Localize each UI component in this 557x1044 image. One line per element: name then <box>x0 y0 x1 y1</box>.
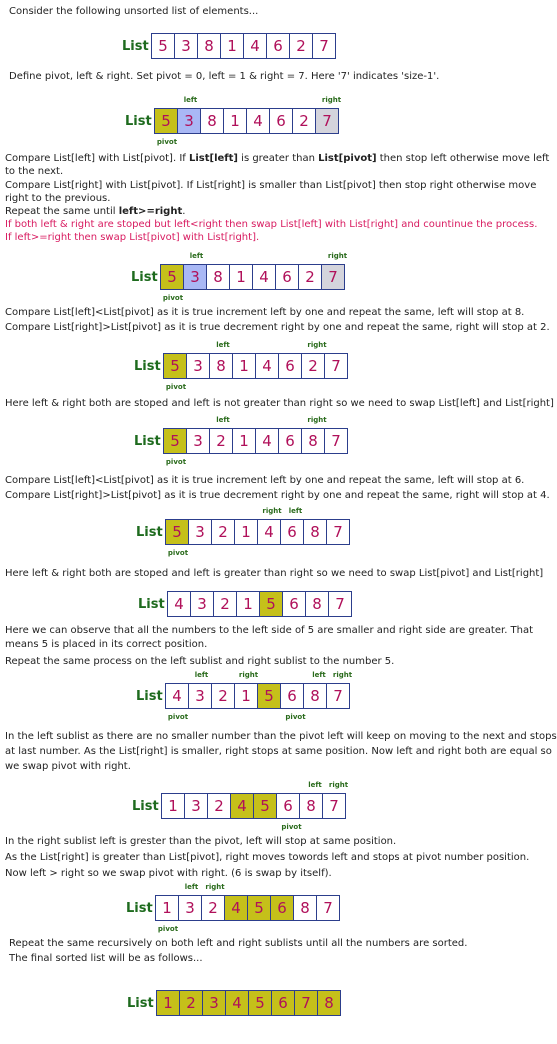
observe-text: Here we can observe that all the numbers to the left side of 5 are smaller and right side are greater. That <box>5 625 534 636</box>
list-cell: 3 <box>203 991 226 1015</box>
list-cell: 8 <box>300 794 323 818</box>
list-cell: 1 <box>156 896 179 920</box>
list-cells <box>154 108 339 134</box>
marker-pivot: pivot <box>165 458 187 466</box>
right-sublist-text-3: Now left > right so we swap pivot with right. (6 is swap by itself). <box>5 868 332 879</box>
list-cells <box>167 591 352 617</box>
list-cell: 1 <box>221 34 244 58</box>
list-cell: 4 <box>225 896 248 920</box>
list-cells <box>160 264 345 290</box>
list-cell: 6 <box>276 265 299 289</box>
list-cell: 3 <box>189 684 212 708</box>
list-cell: 5 <box>248 896 271 920</box>
list-cell: 2 <box>212 684 235 708</box>
list-cells <box>155 895 340 921</box>
list-cell: 6 <box>270 109 293 133</box>
list-label: List <box>132 799 159 814</box>
list-cell: 4 <box>247 109 270 133</box>
list-cell: 8 <box>304 684 327 708</box>
list-cell: 7 <box>331 432 341 450</box>
list-cell: 4 <box>166 684 189 708</box>
list-cell: 4 <box>256 354 279 378</box>
list-cell: 5 <box>164 429 187 453</box>
list-cell: 8 <box>318 991 340 1015</box>
list-cell: 3 <box>185 794 208 818</box>
list-cell: 2 <box>290 34 313 58</box>
marker-left: left <box>308 781 322 789</box>
list-cell: 8 <box>201 109 224 133</box>
step2-text: Here left & right both are stoped and left is not greater than right so we need to swap List[left] and List[right] <box>5 398 554 409</box>
step1-right-text: Compare List[right]>List[pivot] as it is true decrement right by one and repeat the same, right will stop at 2. <box>5 322 550 333</box>
list-cell: 6 <box>267 34 290 58</box>
marker-right: right <box>307 341 327 349</box>
list-label: List <box>136 525 163 540</box>
right-sublist-text-2: As the List[right] is greater than List[pivot], right moves towords left and stops at pivot number position. <box>5 852 530 863</box>
list-cell: 8 <box>210 354 233 378</box>
list-cell: 4 <box>244 34 267 58</box>
list-cells <box>156 990 341 1016</box>
list-cell: 5 <box>152 34 175 58</box>
list-cell: 2 <box>293 109 316 133</box>
define-text: Define pivot, left & right. Set pivot = 0, left = 1 & right = 7. Here '7' indicates 'size-1'. <box>9 71 440 82</box>
list-cell: 3 <box>184 265 207 289</box>
left-sublist-text: In the left sublist as there are no smaller number than the pivot left will keep on moving to the next and stops <box>5 731 557 742</box>
list-cell: 5 <box>161 265 184 289</box>
list-cell: 2 <box>180 991 203 1015</box>
marker-right: right <box>262 507 282 515</box>
swap-rule-text: If both left & right are stoped but left<right then swap List[left] with List[right] and countinue the process. <box>5 219 538 230</box>
marker-left: left <box>189 252 204 260</box>
swap-rule-text-2: If left>=right then swap List[pivot] with List[right]. <box>5 232 260 243</box>
list-cell: 7 <box>295 991 318 1015</box>
list-label: List <box>127 996 154 1011</box>
step1-left-text: Compare List[left]<List[pivot] as it is true increment left by one and repeat the same, left will stop at 8. <box>5 307 525 318</box>
list-cell: 3 <box>175 34 198 58</box>
list-label: List <box>125 114 152 129</box>
list-cell: 7 <box>333 687 343 705</box>
marker-right: right <box>332 671 353 679</box>
list-cell: 5 <box>254 794 277 818</box>
list-cells <box>161 793 346 819</box>
list-cell: 8 <box>304 520 327 544</box>
compare-right-text: Compare List[right] with List[pivot]. If List[right] is smaller than List[pivot] then stop right otherwise move <box>5 180 537 191</box>
step3-right-text: Compare List[right]>List[pivot] as it is true decrement right by one and repeat the same, right will stop at 4. <box>5 490 550 501</box>
list-cell: 5 <box>249 991 272 1015</box>
marker-right: right <box>321 96 342 104</box>
step3-left-text: Compare List[left]<List[pivot] as it is true increment left by one and repeat the same, left will stop at 6. <box>5 475 525 486</box>
compare-right-text-2: right to the previous. <box>5 193 111 204</box>
list-cell: 8 <box>294 896 317 920</box>
list-cell: 1 <box>233 354 256 378</box>
list-cell: 5 <box>258 684 281 708</box>
list-cell: 1 <box>162 794 185 818</box>
list-cell: 6 <box>272 991 295 1015</box>
list-cell: 3 <box>191 592 214 616</box>
intro-text: Consider the following unsorted list of elements... <box>9 6 259 17</box>
list-cells <box>165 519 350 545</box>
right-sublist-text: In the right sublist left is grester than the pivot, left will stop at same position. <box>5 836 397 847</box>
step4-text: Here left & right both are stoped and left is greater than right so we need to swap List[pivot] and List[right] <box>5 568 544 579</box>
marker-pivot: pivot <box>165 383 187 391</box>
repeat-sublist-text: Repeat the same process on the left sublist and right sublist to the number 5. <box>5 656 395 667</box>
marker-pivot: pivot <box>285 713 306 721</box>
list-cell: 2 <box>208 794 231 818</box>
list-cell: 6 <box>279 354 302 378</box>
marker-right: right <box>328 781 349 789</box>
list-cell: 6 <box>281 520 304 544</box>
repeat-text: Repeat the same until left>=right. <box>5 206 186 217</box>
list-cell: 7 <box>335 595 345 613</box>
marker-pivot: pivot <box>167 549 189 557</box>
list-cell: 7 <box>331 357 341 375</box>
list-cell: 5 <box>164 354 187 378</box>
list-cell: 1 <box>230 265 253 289</box>
list-cell: 4 <box>256 429 279 453</box>
list-cell: 6 <box>281 684 304 708</box>
list-cell: 1 <box>235 684 258 708</box>
list-cell: 2 <box>214 592 237 616</box>
marker-left: left <box>183 96 198 104</box>
left-sublist-text-3: we swap pivot with right. <box>5 761 131 772</box>
list-label: List <box>134 359 161 374</box>
list-cell: 7 <box>329 797 339 815</box>
marker-left: left <box>288 507 303 515</box>
list-cell: 1 <box>224 109 247 133</box>
marker-right: right <box>205 883 225 891</box>
list-cell: 7 <box>323 899 333 917</box>
list-cell: 4 <box>231 794 254 818</box>
list-cell: 3 <box>178 109 201 133</box>
observe-text-2: means 5 is placed in its correct position. <box>5 639 208 650</box>
list-cells <box>163 353 348 379</box>
list-cell: 7 <box>316 109 338 133</box>
list-cell: 8 <box>302 429 325 453</box>
list-cell: 2 <box>302 354 325 378</box>
list-label: List <box>126 901 153 916</box>
marker-left: left <box>216 341 230 349</box>
list-cell: 2 <box>210 429 233 453</box>
compare-left-text: Compare List[left] with List[pivot]. If List[left] is greater than List[pivot] then stop left otherwise move left <box>5 153 550 164</box>
list-label: List <box>136 689 163 704</box>
list-cell: 8 <box>306 592 329 616</box>
list-cell: 6 <box>283 592 306 616</box>
list-label: List <box>138 597 165 612</box>
list-cell: 7 <box>319 37 329 55</box>
list-cell: 5 <box>155 109 178 133</box>
marker-left: left <box>194 671 209 679</box>
list-cell: 2 <box>299 265 322 289</box>
list-cell: 1 <box>235 520 258 544</box>
marker-right: right <box>238 671 259 679</box>
list-cell: 6 <box>277 794 300 818</box>
list-cells <box>163 428 348 454</box>
list-cell: 1 <box>157 991 180 1015</box>
list-cell: 4 <box>258 520 281 544</box>
left-sublist-text-2: at last number. As the List[right] is smaller, right stops at same position. Now left and right both are equal so <box>5 746 552 757</box>
list-cell: 5 <box>260 592 283 616</box>
recursive-text: Repeat the same recursively on both left and right sublists until all the numbers are sorted. <box>9 938 468 949</box>
marker-left: left <box>216 416 230 424</box>
list-cell: 7 <box>322 265 344 289</box>
final-text: The final sorted list will be as follows... <box>9 953 203 964</box>
list-cells <box>151 33 336 59</box>
marker-left: left <box>184 883 199 891</box>
list-cells <box>165 683 350 709</box>
compare-left-text-2: to the next. <box>5 166 64 177</box>
list-cell: 3 <box>187 354 210 378</box>
list-cell: 4 <box>253 265 276 289</box>
list-cell: 3 <box>179 896 202 920</box>
list-cell: 2 <box>212 520 235 544</box>
list-label: List <box>134 434 161 449</box>
list-cell: 7 <box>333 523 343 541</box>
marker-pivot: pivot <box>157 925 179 933</box>
list-cell: 3 <box>189 520 212 544</box>
list-cell: 1 <box>237 592 260 616</box>
marker-left: left <box>312 671 326 679</box>
list-cell: 6 <box>271 896 294 920</box>
marker-pivot: pivot <box>162 294 184 302</box>
list-cell: 6 <box>279 429 302 453</box>
list-cell: 8 <box>198 34 221 58</box>
list-cell: 4 <box>168 592 191 616</box>
list-cell: 1 <box>233 429 256 453</box>
marker-right: right <box>307 416 327 424</box>
marker-pivot: pivot <box>281 823 302 831</box>
list-cell: 2 <box>202 896 225 920</box>
list-label: List <box>131 270 158 285</box>
marker-pivot: pivot <box>156 138 178 146</box>
list-cell: 5 <box>166 520 189 544</box>
list-label: List <box>122 39 149 54</box>
list-cell: 3 <box>187 429 210 453</box>
marker-right: right <box>327 252 348 260</box>
list-cell: 8 <box>207 265 230 289</box>
marker-pivot: pivot <box>167 713 189 721</box>
list-cell: 4 <box>226 991 249 1015</box>
